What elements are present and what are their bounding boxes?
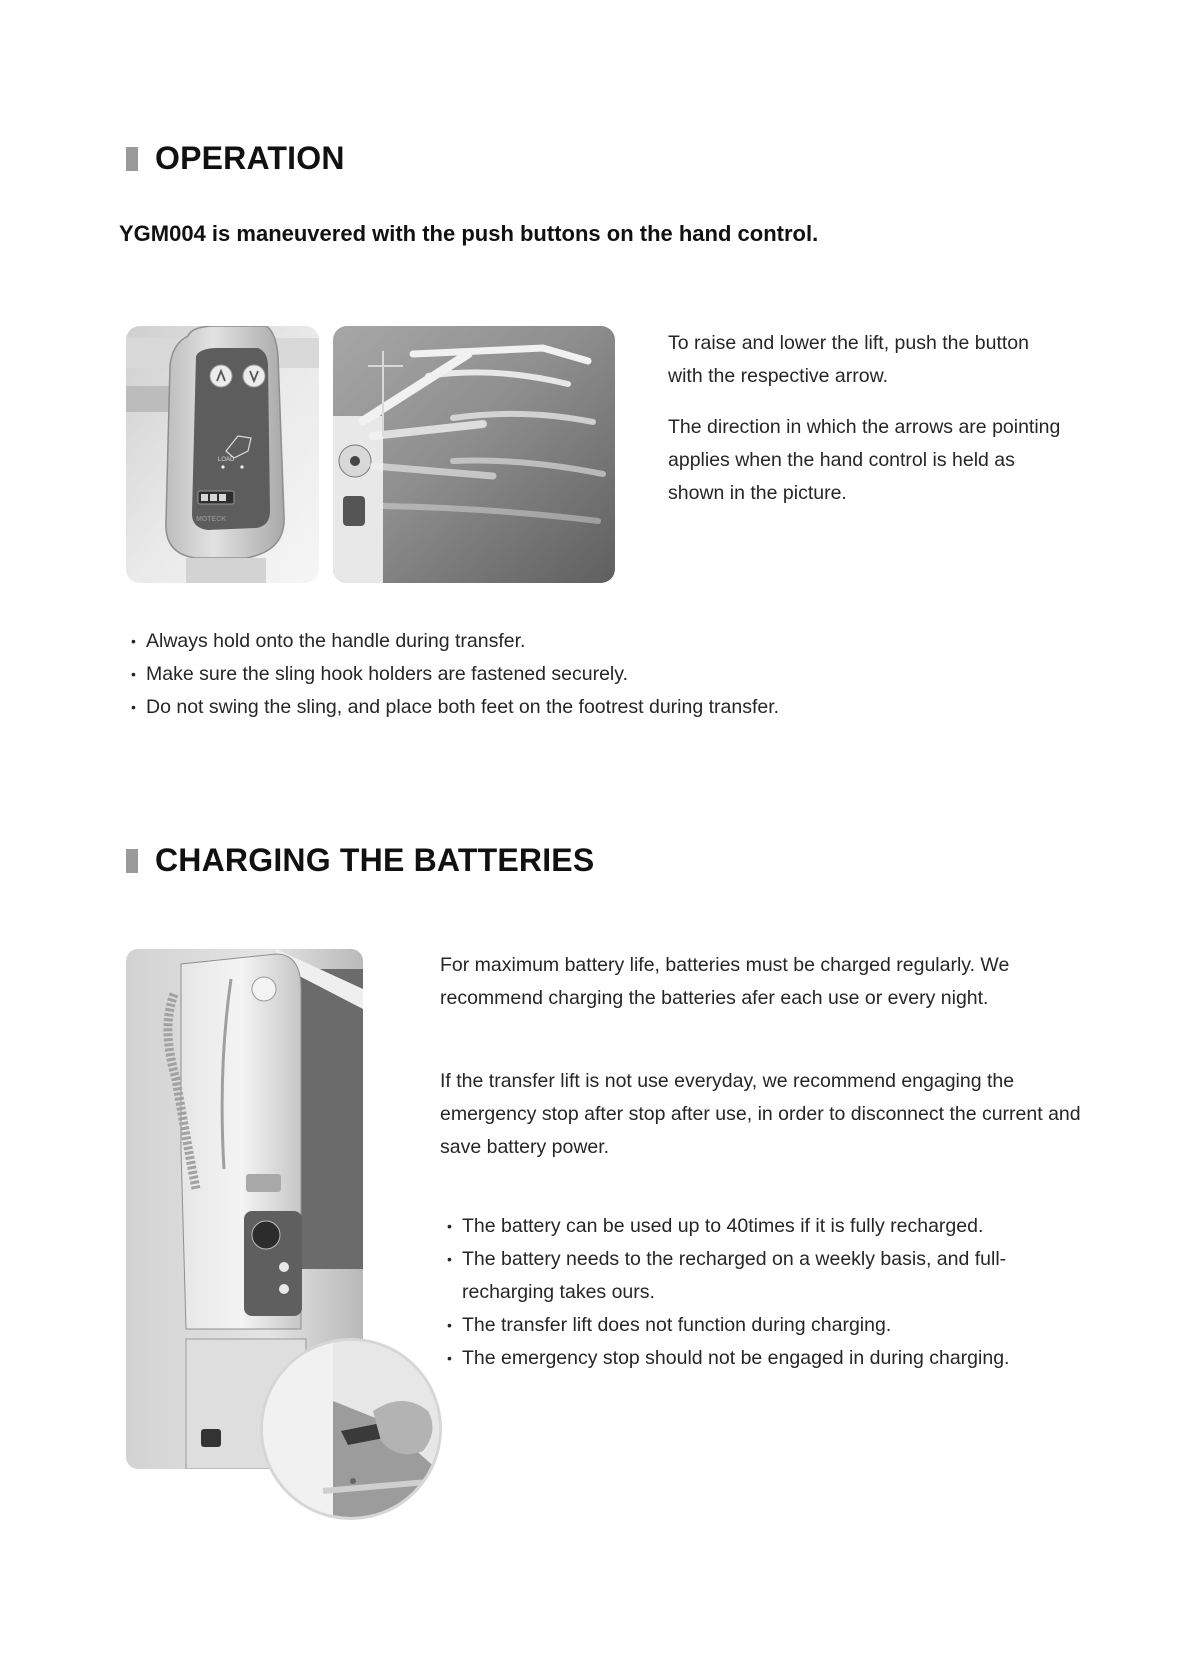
- hand-control-photo: [126, 326, 319, 583]
- lift-arm-photo: [333, 326, 615, 583]
- charging-bullet-list: [447, 1210, 1087, 1375]
- load-label: LOAD: [218, 457, 235, 463]
- list-item: • The battery needs to the recharged on a weekly basis, and full-recharging takes ours.: [447, 1243, 1087, 1309]
- heading-bar: [126, 849, 138, 873]
- charging-heading: [126, 842, 594, 879]
- charging-para-1: For maximum battery life, batteries must be charged regularly. We recommend charging the batteries afer each use or every night.: [440, 954, 1010, 1009]
- operation-title: OPERATION: [155, 140, 345, 176]
- charging-para-2: If the transfer lift is not use everyday, we recommend engaging the emergency stop after stop after use, in order to disconnect the current and save battery power.: [440, 1070, 1081, 1158]
- heading-bar: [126, 147, 138, 171]
- brand-label: MOTECK: [196, 516, 227, 523]
- list-item: • The battery can be used up to 40times if it is fully recharged.: [447, 1210, 1087, 1243]
- operation-para-2: The direction in which the arrows are pointing applies when the hand control is held as shown in the picture.: [668, 416, 1061, 504]
- operation-subtitle: YGM004 is maneuvered with the push buttons on the hand control.: [119, 221, 819, 246]
- list-item: • Make sure the sling hook holders are fastened securely.: [131, 658, 1111, 691]
- operation-bullet-list: [131, 625, 1111, 724]
- list-item: • Do not swing the sling, and place both feet on the footrest during transfer.: [131, 691, 1111, 724]
- charger-inset-photo: [260, 1338, 442, 1520]
- list-item: • The transfer lift does not function during charging.: [447, 1309, 1087, 1342]
- charging-title: CHARGING THE BATTERIES: [155, 842, 595, 878]
- list-item: • The emergency stop should not be engaged in during charging.: [447, 1342, 1087, 1375]
- operation-heading: [126, 140, 345, 177]
- list-item: • Always hold onto the handle during transfer.: [131, 625, 1111, 658]
- operation-para-1: To raise and lower the lift, push the button with the respective arrow.: [668, 332, 1029, 387]
